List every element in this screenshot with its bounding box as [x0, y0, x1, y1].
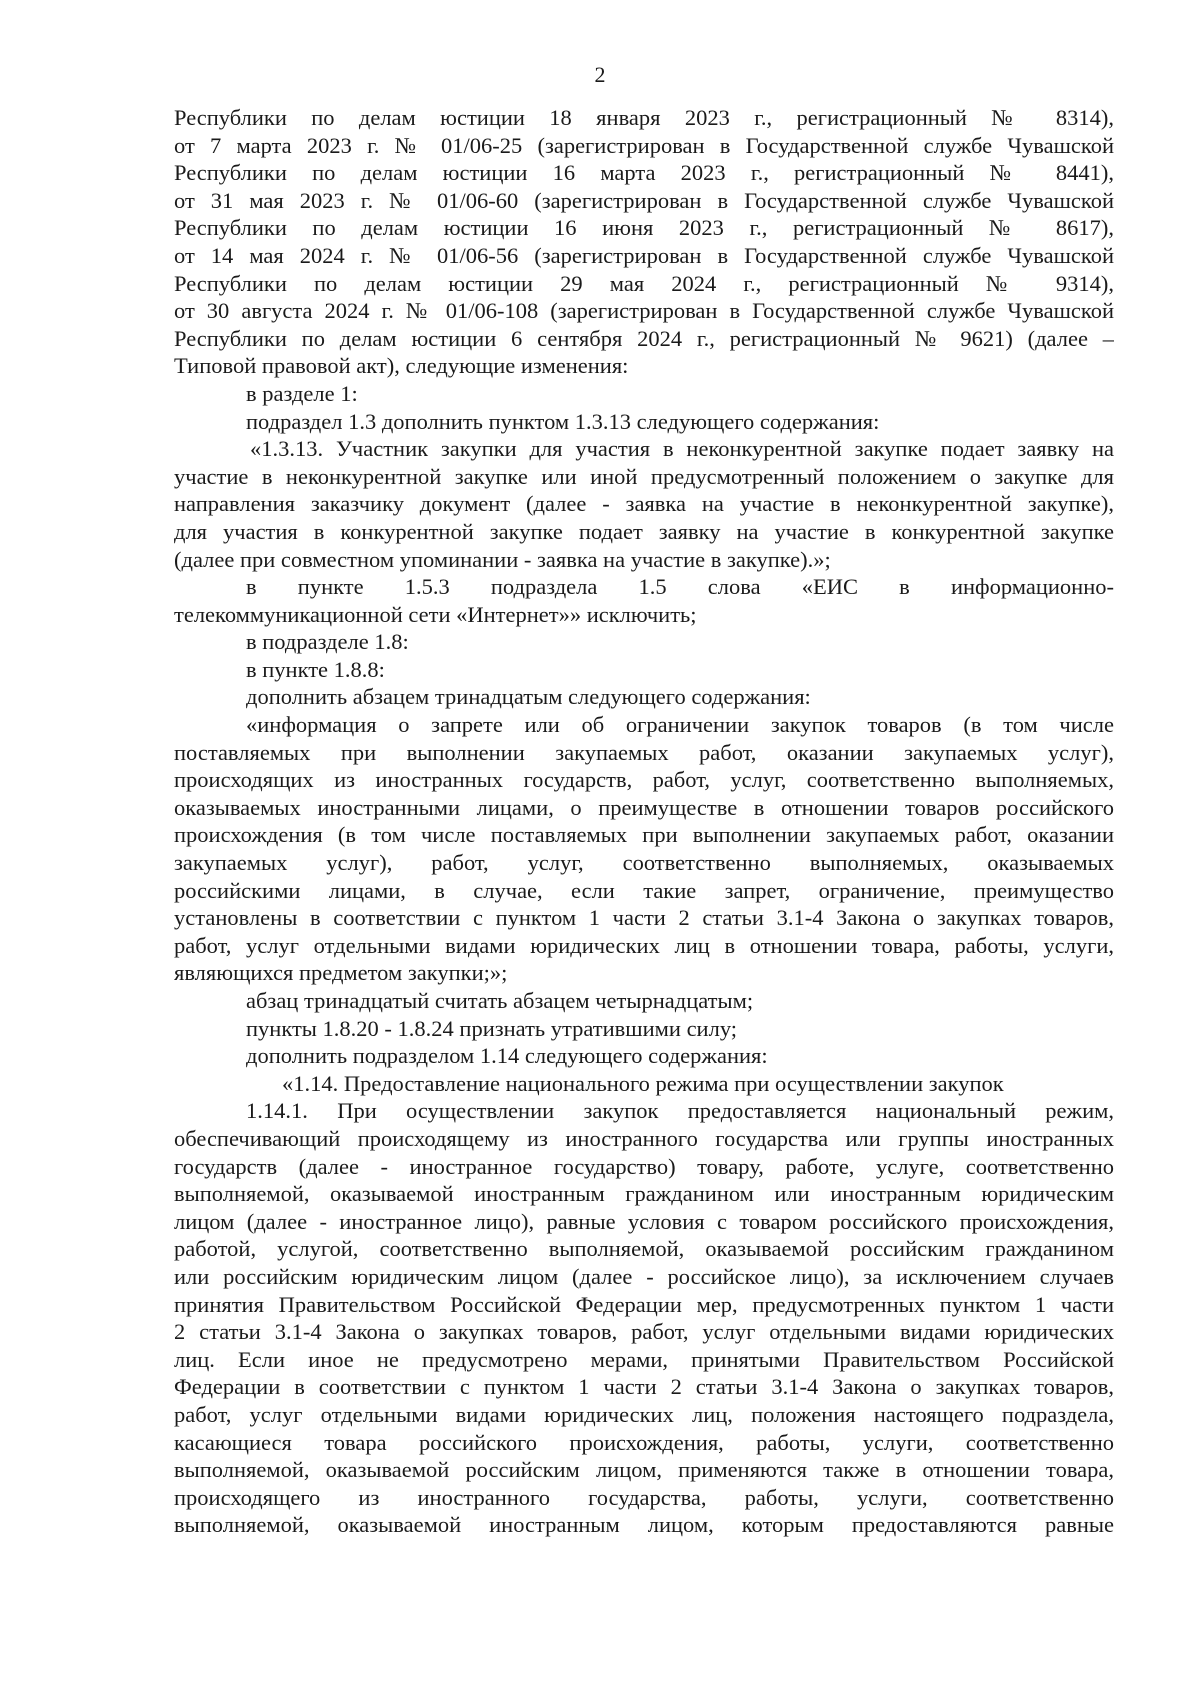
text-line: в подразделе 1.8: — [246, 629, 409, 655]
document-body — [174, 104, 1114, 1539]
text-line: подраздел 1.3 дополнить пунктом 1.3.13 следующего содержания: — [246, 408, 880, 434]
text-line: от 14 мая 2024 г. № 01/06-56 (зарегистрирован в Государственной службе Чувашской — [174, 242, 1114, 268]
text-line: дополнить абзацем тринадцатым следующего содержания: — [246, 684, 811, 710]
text-line: закупаемых услуг), работ, услуг, соответственно выполняемых, оказываемых — [174, 850, 1114, 876]
text-line: государств (далее - иностранное государство) товару, работе, услуге, соответственно — [174, 1153, 1114, 1179]
text-line: Федерации в соответствии с пунктом 1 части 2 статьи 3.1-4 Закона о закупках товаров, — [174, 1374, 1114, 1400]
text-line: лицом (далее - иностранное лицо), равные условия с товаром российского происхождения, — [174, 1208, 1114, 1234]
text-line: работ, услуг отдельными видами юридических лиц в отношении товара, работы, услуги, — [174, 932, 1114, 958]
text-line: обеспечивающий происходящему из иностранного государства или группы иностранных — [174, 1125, 1114, 1151]
text-line: выполняемой, оказываемой российским лицом, применяются также в отношении товара, — [174, 1457, 1114, 1483]
text-line: Республики по делам юстиции 18 января 2023 г., регистрационный № 8314), — [174, 105, 1114, 130]
text-line: от 7 марта 2023 г. № 01/06-25 (зарегистрирован в Государственной службе Чувашской — [174, 132, 1114, 158]
text-line: Республики по делам юстиции 16 июня 2023 г., регистрационный № 8617), — [174, 215, 1114, 241]
text-line: происходящих из иностранных государств, работ, услуг, соответственно выполняемых, — [174, 767, 1114, 793]
text-line: работ, услуг отдельными видами юридических лиц, положения настоящего подраздела, — [174, 1401, 1114, 1427]
text-line: принятия Правительством Российской Федерации мер, предусмотренных пунктом 1 части — [174, 1291, 1114, 1317]
page-number: 2 — [594, 62, 606, 87]
text-line: «информация о запрете или об ограничении закупок товаров (в том числе — [246, 712, 1114, 738]
text-line: 1.14.1. При осуществлении закупок предоставляется национальный режим, — [246, 1098, 1114, 1124]
text-line: Республики по делам юстиции 16 марта 2023 г., регистрационный № 8441), — [174, 160, 1114, 186]
text-line: установлены в соответствии с пунктом 1 части 2 статьи 3.1-4 Закона о закупках товаров, — [174, 905, 1114, 931]
text-line: «1.14. Предоставление национального режима при осуществлении закупок — [282, 1070, 1004, 1096]
text-line: работой, услугой, соответственно выполняемой, оказываемой российским гражданином — [174, 1236, 1114, 1262]
text-line: выполняемой, оказываемой иностранным лицом, которым предоставляются равные — [174, 1512, 1114, 1538]
text-line: в разделе 1: — [246, 380, 358, 406]
text-line: дополнить подразделом 1.14 следующего содержания: — [246, 1043, 768, 1069]
text-line: или российским юридическим лицом (далее - российское лицо), за исключением случаев — [174, 1263, 1114, 1289]
text-line: происхождения (в том числе поставляемых при выполнении закупаемых работ, оказании — [174, 822, 1114, 848]
text-line: Республики по делам юстиции 29 мая 2024 г., регистрационный № 9314), — [174, 270, 1114, 296]
text-line: выполняемой, оказываемой иностранным гражданином или иностранным юридическим — [174, 1181, 1114, 1207]
text-line: от 30 августа 2024 г. № 01/06-108 (зарегистрирован в Государственной службе Чувашской — [174, 298, 1114, 324]
text-line: в пункте 1.5.3 подраздела 1.5 слова «ЕИС в информационно- — [246, 574, 1114, 600]
text-line: 2 статьи 3.1-4 Закона о закупках товаров, работ, услуг отдельными видами юридических — [174, 1319, 1114, 1345]
text-line: пункты 1.8.20 - 1.8.24 признать утратившими силу; — [246, 1015, 738, 1041]
text-line: оказываемых иностранными лицами, о преимуществе в отношении товаров российского — [174, 794, 1114, 820]
text-line: Республики по делам юстиции 6 сентября 2024 г., регистрационный № 9621) (далее – — [174, 325, 1114, 351]
text-line: лиц. Если иное не предусмотрено мерами, принятыми Правительством Российской — [174, 1346, 1114, 1372]
text-line: телекоммуникационной сети «Интернет»» исключить; — [174, 601, 697, 627]
text-line: касающиеся товара российского происхождения, работы, услуги, соответственно — [174, 1429, 1114, 1455]
text-line: в пункте 1.8.8: — [246, 656, 385, 682]
text-line: (далее при совместном упоминании - заявка на участие в закупке).»; — [174, 546, 831, 572]
text-line: для участия в конкурентной закупке подает заявку на участие в конкурентной закупке — [174, 518, 1114, 544]
text-line: участие в неконкурентной закупке или иной предусмотренный положением о закупке для — [174, 463, 1114, 489]
text-line: российскими лицами, в случае, если такие запрет, ограничение, преимущество — [174, 877, 1114, 903]
text-line: Типовой правовой акт), следующие изменения: — [174, 353, 629, 379]
text-line: «1.3.13. Участник закупки для участия в неконкурентной закупке подает заявку на — [250, 436, 1114, 462]
text-line: происходящего из иностранного государства, работы, услуги, соответственно — [174, 1484, 1114, 1510]
text-line: поставляемых при выполнении закупаемых работ, оказании закупаемых услуг), — [174, 739, 1114, 765]
text-line: являющихся предметом закупки;»; — [174, 960, 508, 986]
text-line: от 31 мая 2023 г. № 01/06-60 (зарегистрирован в Государственной службе Чувашской — [174, 187, 1114, 213]
text-line: направления заказчику документ (далее - заявка на участие в неконкурентной закупке), — [174, 491, 1114, 517]
text-line: абзац тринадцатый считать абзацем четырнадцатым; — [246, 988, 754, 1013]
